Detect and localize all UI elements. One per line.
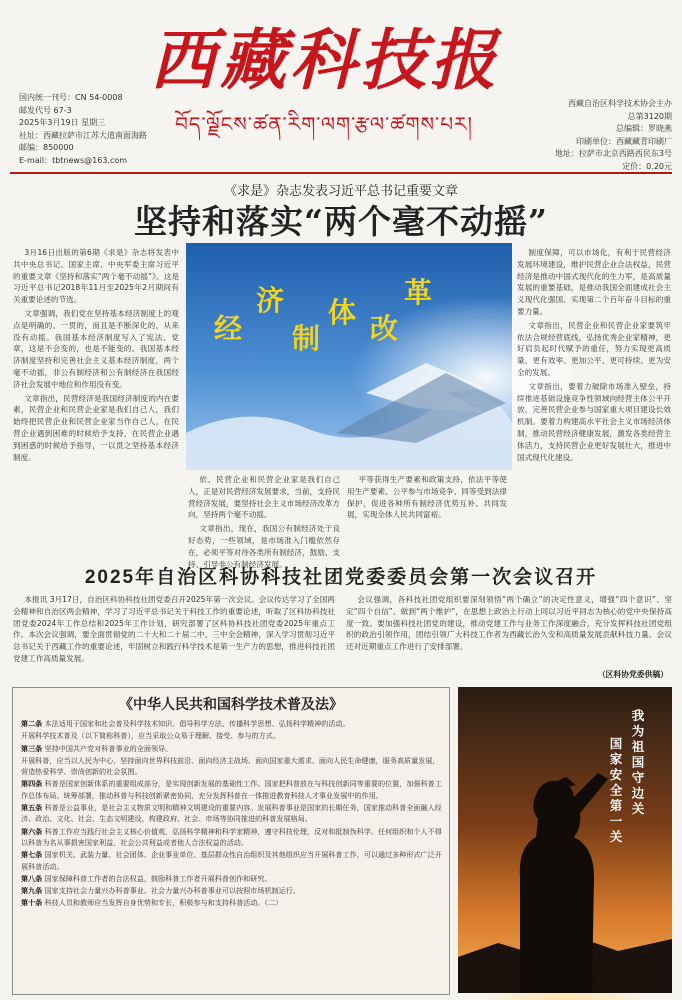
- article-text: 国家保障科普工作者的合法权益，鼓励科普工作者开展科普创作和研究。: [44, 873, 272, 883]
- info-line: 总第3120期: [627, 111, 672, 121]
- info-line: 社址：西藏拉萨市江苏大道南面海路: [19, 130, 147, 140]
- info-line: 总编辑：罗晓燕: [616, 124, 672, 133]
- publication-info-right: [522, 98, 672, 173]
- paragraph: 3月16日出版的第6期《求是》杂志将发表中共中央总书记、国家主席、中央军委主席习近平的重要文章《坚持和落实“两个毫不动摇”》。这是习近平总书记2018年11月至2025年2月期间有关重要论述的节选。: [13, 248, 179, 305]
- info-line: E-mail：tbtnews@163.com: [19, 155, 128, 165]
- article-text: 开展科普，应当以人民为中心，坚持面向世界科技前沿、面向经济主战场、面向国家重大需求、面向人民生命健康，服务高质量发展，营造热爱科学、崇尚创新的社会氛围。: [21, 755, 440, 777]
- publication-info-left: [19, 92, 159, 167]
- masthead: [0, 0, 682, 175]
- article-text: 科技人员和教师应当发挥自身优势和专长，积极参与和支持科普活动。（二）: [44, 898, 283, 908]
- paragraph: 会议强调，各科技社团党组织要深刻领悟“两个确立”的决定性意义，增强“四个意识”、坚定“四个自信”、做到“两个维护”，在思想上政治上行动上同以习近平同志为核心的党中央保持高度一致。要加强科技社团党的建设，推动党建工作与业务工作深度融合，充分发挥科技社团党组织的政治引领作用，团结引领广大科技工作者为西藏长治久安和高质量发展贡献科技力量。会议还对近期重点工作进行了安排部署。: [346, 595, 672, 652]
- paragraph: 制度保障，可以市场化，有利于民营经济发展环境建设，维护民营企业合法权益，民营经济是推动中国式现代化的生力军，是高质量发展的重要基础，是推动我国全面建成社会主义现代化强国、实现第二个百年奋斗目标的重要力量。: [517, 248, 671, 316]
- info-line: 地址：拉萨市北京西路西民东3号: [554, 149, 672, 158]
- info-line: 定价：0.20元: [622, 161, 672, 171]
- info-line: 国内统一刊号：CN 54-0008: [19, 93, 123, 102]
- law-articles: [21, 718, 442, 990]
- paragraph: 文章指出，要着力破除市场准入壁垒，持续推进基础设施竞争性领域向经营主体公平开放，完善民营企业参与国家重大项目建设长效机制。要着力构建高水平社会主义市场经济体制，推动民营经济健康发展，激发各类经营主体活力，支持民营企业更好发展壮大，推进中国式现代化建设。: [517, 381, 671, 462]
- article-label: 第二条: [21, 719, 43, 728]
- lead-column-3: [347, 474, 507, 558]
- article-label: 第四条: [21, 779, 43, 789]
- caption-char: 体: [328, 296, 357, 329]
- article-text: 坚持中国共产党对科普事业的全面领导。: [44, 743, 173, 753]
- article-text: 科普是国家创新体系的重要组成部分，是实现创新发展的基础性工作。国家把科普放在与科技创新同等重要的位置，加强科普工作总体布局、统筹部署，推动科普与科技创新紧密协同，充分发挥科普在一体推进教育科技人才事业发展中的作用。: [21, 779, 442, 800]
- info-line: 印刷单位：西藏藏青印刷厂: [576, 136, 672, 146]
- article-label: 第十条: [21, 898, 43, 908]
- info-line: 2025年3月19日 星期三: [19, 118, 106, 127]
- paragraph: 文章强调，我们党在坚持基本经济制度上的观点是明确的、一贯的，而且是不断深化的，从来没有动摇。我国基本经济制度写入了宪法、党章，这是不会变的，也是不能变的。我国基本经济制度坚持和完善社会主义基本经济制度，两个毫不动摇，非公有制经济和公有制经济在我国经济社会发展中地位和作用没有变。: [13, 308, 179, 389]
- newspaper-logo: 西藏科技报: [150, 21, 500, 99]
- law-title: 《中华人民共和国科学技术普及法》: [119, 697, 343, 713]
- second-column-left: [13, 594, 335, 680]
- masthead-divider: [10, 172, 672, 174]
- article-label: 第九条: [21, 886, 43, 896]
- paragraph: 依、民营企业和民营企业家是我们自己人，正是对民营经济发展要求，当前，支持民营经济发展，要坚持社会主义市场经济改革方向，坚持两个毫不动摇。: [188, 475, 340, 520]
- paragraph: 文章指出，现在，我国公有制经济处于良好态势，一些领域，是市场准入门槛依然存在，必须平等对待各类所有制经济，鼓励、支持、引导非公有制经济发展。: [188, 524, 340, 569]
- lead-column-4: [517, 247, 671, 557]
- soldier-salute-poster: [458, 687, 672, 993]
- paragraph: 文章指出，民营经济是我国经济制度的内在要素，民营企业和民营企业家是我们自己人，我们始终把民营企业和民营企业家当作自己人，在民营企业遇到困难的时候给予支持，在民营企业遇到困惑的时候给予指导，一以贯之坚持基本经济制度。: [13, 393, 179, 462]
- lead-kicker: 《求是》杂志发表习近平总书记重要文章: [223, 184, 458, 199]
- law-article: [21, 730, 442, 741]
- caption-char: 济: [256, 284, 285, 317]
- paragraph: 文章指出，民营企业和民营企业家要筑牢依法合规经营底线，弘扬优秀企业家精神，更好肩负起时代赋予的重任，努力实现更高质量、更有效率、更加公平、更可持续、更为安全的发展。: [517, 320, 671, 377]
- info-line: 邮编：850000: [19, 143, 74, 152]
- science-law-box: [12, 687, 450, 995]
- lead-photo: [186, 243, 512, 470]
- law-article: [21, 718, 442, 729]
- article-label: 第七条: [21, 850, 43, 860]
- caption-char: 经: [214, 312, 243, 345]
- article-text: 科普工作应当践行社会主义核心价值观，弘扬科学精神和科学家精神，遵守科技伦理，反对和抵制伪科学。任何组织和个人不得以科普为名从事损害国家利益、社会公共利益或者他人合法权益的活动。: [21, 826, 442, 847]
- poster-line-1: 我为祖国守边关: [630, 709, 645, 818]
- info-line: 邮发代号 67-3: [19, 105, 72, 115]
- article-label: 第三条: [21, 743, 43, 753]
- paragraph: 平等获得生产要素和政策支持，依法平等使用生产要素、公平参与市场竞争、同等受到法律保护，促进各种所有制经济优势互补、共同发展，实现全体人民共同富裕。: [347, 475, 507, 520]
- law-article: [21, 873, 442, 884]
- paragraph: 本报讯 3月17日，自治区科协科技社团党委召开2025年第一次会议。会议传达学习了全国两会精神和自治区两会精神，学习了习近平总书记关于科技工作的重要论述，听取了区科协科技社团党委2024年工作总结和2025年工作计划，研究部署了区科协科技社团党委2025年重点工作。本次会议强调，要全面贯彻党的二十大和二十届二中、三中全会精神，深入学习贯彻习近平总书记关于西藏工作的重要论述，牢固树立和践行科学技术是第一生产力的思想，推进科技社团党建工作高质量发展。: [13, 595, 335, 663]
- article-label: 第五条: [21, 803, 43, 813]
- lead-column-1: [13, 247, 179, 549]
- law-article: [21, 802, 442, 825]
- law-article: [21, 849, 442, 872]
- caption-char: 革: [404, 276, 433, 309]
- info-line: 西藏自治区科学技术协会主办: [568, 99, 672, 108]
- poster-line-2: 国家安全第一关: [608, 737, 623, 846]
- law-article: [21, 885, 442, 896]
- article-text: 科普是公益事业，是社会主义物质文明和精神文明建设的重要内容。发展科普事业是国家的长期任务，国家推动科普全面融入经济、政治、文化、社会、生态文明建设，构建政府、社会、市场等协同推进的科普发展格局。: [21, 803, 442, 824]
- lead-column-2: [188, 474, 340, 569]
- article-credit: （区科协党委供稿）: [597, 670, 668, 679]
- law-article: [21, 743, 442, 754]
- article-text: 国家机关、武装力量、社会团体、企业事业单位、基层群众性自治组织及其他组织应当开展科普工作，可以通过多种形式广泛开展科普活动。: [21, 850, 442, 871]
- second-headline: 2025年自治区科协科技社团党委委员会第一次会议召开: [84, 567, 598, 588]
- caption-char: 改: [370, 312, 399, 345]
- law-article: [21, 897, 442, 908]
- article-text: 开展科学技术普及（以下简称科普），应当采取公众易于理解、接受、参与的方式。: [21, 731, 280, 741]
- article-text: 国家支持社会力量兴办科普事业。社会力量兴办科普事业可以按照市场机制运行。: [44, 886, 300, 896]
- caption-char: 制: [292, 322, 321, 355]
- law-article: [21, 778, 442, 801]
- article-label: 第八条: [21, 873, 43, 883]
- article-text: 本法适用于国家和社会普及科学技术知识、倡导科学方法、传播科学思想、弘扬科学精神的活动。: [44, 719, 350, 728]
- law-article: [21, 826, 442, 849]
- law-article: [21, 755, 442, 778]
- second-column-right: [346, 594, 672, 666]
- article-label: 第六条: [21, 826, 43, 836]
- tibetan-title: བོད་ལྗོངས་ཚན་རིག་ལག་རྩལ་ཚགས་པར།: [175, 112, 473, 136]
- lead-headline: 坚持和落实“两个毫不动摇”: [134, 202, 548, 241]
- reform-sky-illustration: [186, 243, 512, 470]
